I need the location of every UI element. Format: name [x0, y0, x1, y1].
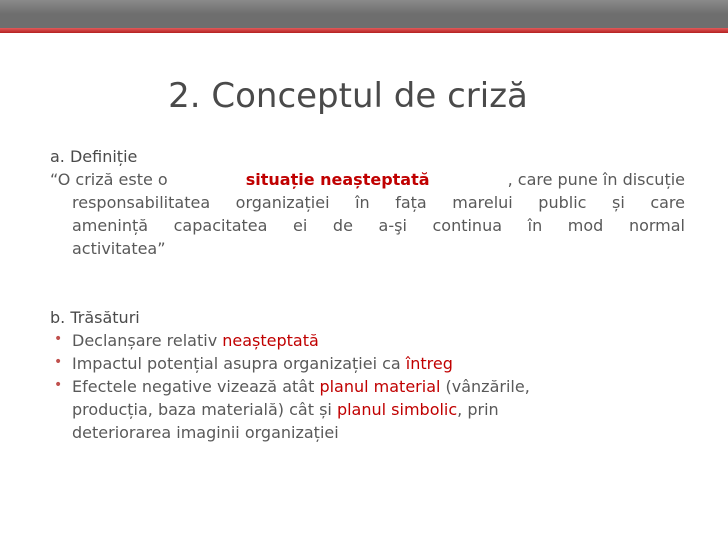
trait-1-emphasis: neașteptată [222, 331, 319, 350]
traits-heading: b. Trăsături [50, 308, 140, 327]
quote-continuation: , care pune în discuție [507, 170, 685, 189]
section-spacer [50, 260, 685, 306]
trait-bullet-3-line-2 [50, 398, 685, 421]
trait-1-text: Declanșare relativ [72, 331, 223, 350]
trait-2-emphasis: întreg [405, 354, 453, 373]
bullet-dot-icon: • [54, 331, 63, 347]
trait-3-text-a: Efectele negative vizează atât [72, 377, 320, 396]
trait-3-emphasis-a: planul material [319, 377, 441, 396]
definition-heading: a. Definiție [50, 147, 138, 166]
slide-title: 2. Conceptul de criză [168, 76, 528, 116]
definition-quote-line-1 [50, 168, 685, 191]
top-bar-highlight [0, 0, 728, 14]
trait-3-text-b: (vânzările, [440, 377, 530, 396]
trait-3-line-2-text-b: , prin [457, 400, 499, 419]
bullet-dot-icon: • [54, 377, 63, 393]
trait-bullet-1 [50, 329, 685, 352]
trait-bullet-2 [50, 352, 685, 375]
quote-emphasis: situație neașteptată [245, 170, 430, 189]
trait-3-line-2-text-a: producția, baza materială) cât și [72, 400, 337, 419]
trait-2-text: Impactul potențial asupra organizației ca [72, 354, 406, 373]
trait-bullet-3 [50, 375, 685, 398]
slide-content [50, 145, 685, 444]
trait-3-emphasis-b: planul simbolic [336, 400, 458, 419]
accent-strip [0, 28, 728, 33]
quote-start: “O criză este o [50, 170, 168, 189]
definition-quote-line-2: responsabilitatea organizației în fața marelui public și care [72, 193, 685, 212]
trait-bullet-3-line-3: deteriorarea imaginii organizației [72, 423, 339, 442]
bullet-dot-icon: • [54, 354, 63, 370]
definition-quote-line-4: activitatea” [72, 239, 166, 258]
definition-quote-line-3: amenință capacitatea ei de a-şi continua în mod normal [72, 216, 685, 235]
